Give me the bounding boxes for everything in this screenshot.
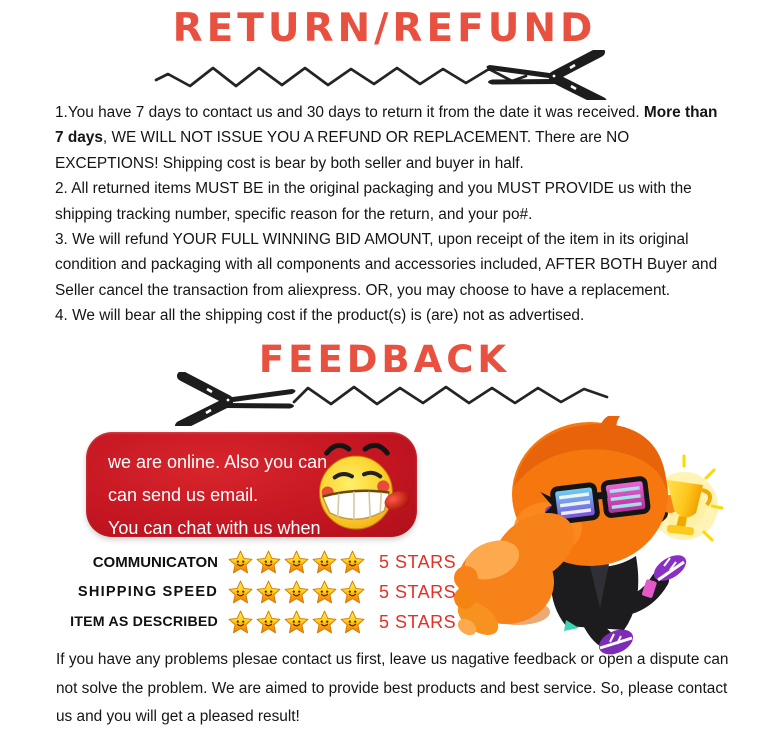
star-icon bbox=[339, 549, 366, 576]
mascot-illustration bbox=[448, 416, 750, 658]
terms-paragraph: 1.You have 7 days to contact us and 30 days to return it from the date it was received. More than 7 days, WE WILL NOT ISSUE YOU A REFUND OR REPLACEMENT. There are NO EXCEPTIONS! Shipping cost is bear by both seller and buyer in half. bbox=[55, 104, 718, 172]
terms-paragraph: 4. We will bear all the shipping cost if the product(s) is (are) not as advertised. bbox=[55, 307, 585, 325]
rating-value-text: 5 STARS bbox=[379, 611, 457, 632]
bubble-line: we are online. Also you can bbox=[108, 452, 328, 472]
rating-row bbox=[60, 607, 480, 637]
star-icon bbox=[339, 609, 366, 636]
star-icon bbox=[311, 609, 338, 636]
return-terms bbox=[55, 100, 721, 329]
rating-row bbox=[60, 577, 480, 607]
footer-note: If you have any problems plesae contact us first, leave us nagative feedback or open a dispute can not solve the problem. We are aimed to provide best products and best service. So, please contact us and you will get a pleased result! bbox=[56, 651, 729, 725]
star-icon bbox=[283, 549, 310, 576]
star-icon bbox=[283, 579, 310, 606]
feedback-title: FEEDBACK bbox=[258, 338, 511, 381]
rating-label: SHIPPING SPEED bbox=[77, 584, 218, 600]
rating-stars bbox=[227, 579, 366, 606]
rating-label: ITEM AS DESCRIBED bbox=[70, 614, 218, 630]
chat-bubble bbox=[86, 432, 417, 537]
grinning-emoji-icon bbox=[308, 440, 410, 535]
star-icon bbox=[255, 609, 282, 636]
star-icon bbox=[255, 579, 282, 606]
cut-line-top bbox=[150, 50, 612, 100]
star-icon bbox=[227, 609, 254, 636]
rating-label: COMMUNICATON bbox=[92, 553, 218, 571]
star-icon bbox=[283, 609, 310, 636]
star-icon bbox=[311, 549, 338, 576]
star-icon bbox=[339, 579, 366, 606]
scissors-icon bbox=[180, 376, 296, 426]
bubble-line: can send us email. bbox=[108, 485, 259, 505]
zigzag-line bbox=[294, 387, 607, 404]
bubble-text bbox=[108, 446, 327, 545]
rating-stars bbox=[227, 549, 366, 576]
star-icon bbox=[255, 549, 282, 576]
star-icon bbox=[311, 579, 338, 606]
rating-stars bbox=[227, 609, 366, 636]
rating-row bbox=[60, 547, 480, 577]
terms-paragraph: 2. All returned items MUST BE in the original packaging and you MUST PROVIDE us with the shipping tracking number, specific reason for the return, and your po#. bbox=[55, 180, 692, 223]
rating-value-text: 5 STARS bbox=[379, 551, 457, 572]
ratings-list bbox=[60, 547, 480, 637]
rating-value-text: 5 STARS bbox=[379, 581, 457, 602]
terms-paragraph: 3. We will refund YOUR FULL WINNING BID AMOUNT, upon receipt of the item in its original condition and packaging with all components and accessories included, AFTER BOTH Buyer and Seller cancel the transaction from aliexpress. OR, you may choose to have a replacement. bbox=[55, 231, 718, 299]
star-icon bbox=[227, 549, 254, 576]
return-refund-title: RETURN/REFUND bbox=[172, 6, 597, 51]
bubble-line: You can chat with us when bbox=[108, 518, 321, 538]
star-icon bbox=[227, 579, 254, 606]
zigzag-line bbox=[156, 68, 526, 86]
